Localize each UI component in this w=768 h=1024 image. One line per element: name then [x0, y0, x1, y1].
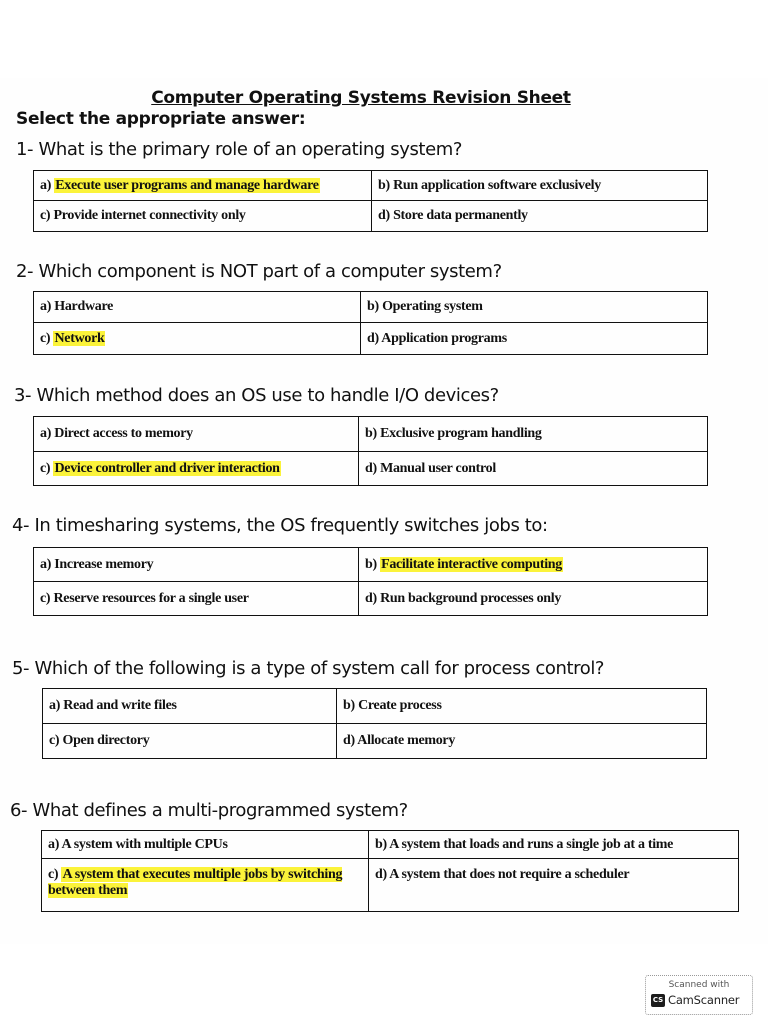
question-1: 1- What is the primary role of an operating system? — [16, 139, 463, 160]
option-a: a) Direct access to memory — [34, 417, 359, 452]
option-c: c) Provide internet connectivity only — [34, 201, 372, 232]
option-c: c) Open directory — [43, 724, 337, 759]
instruction-text: Select the appropriate answer: — [16, 109, 306, 129]
answers-table-4 — [33, 547, 708, 616]
option-a: a) Read and write files — [43, 689, 337, 724]
option-d: d) Manual user control — [359, 452, 708, 486]
sheet-title: Computer Operating Systems Revision Sheet — [151, 88, 571, 108]
answers-table-1 — [33, 170, 708, 232]
scanner-name: CamScanner — [668, 993, 740, 1007]
question-5: 5- Which of the following is a type of system call for process control? — [12, 658, 605, 679]
option-a: a) Increase memory — [34, 548, 359, 582]
scanner-caption: Scanned with — [668, 980, 730, 990]
answers-table-5 — [42, 688, 707, 759]
option-b: b) Facilitate interactive computing — [359, 548, 708, 582]
option-b: b) A system that loads and runs a single job at a time — [369, 831, 739, 859]
option-a: a) A system with multiple CPUs — [42, 831, 369, 859]
camscanner-logo-icon: CS — [651, 994, 665, 1007]
question-6: 6- What defines a multi-programmed system? — [10, 800, 408, 821]
question-4: 4- In timesharing systems, the OS frequently switches jobs to: — [12, 515, 548, 536]
option-d: d) Run background processes only — [359, 582, 708, 616]
option-d: d) Application programs — [361, 323, 708, 355]
option-b: b) Operating system — [361, 292, 708, 323]
option-b: b) Create process — [337, 689, 707, 724]
answers-table-2 — [33, 291, 708, 355]
revision-sheet — [0, 78, 768, 944]
option-c: c) Device controller and driver interaction — [34, 452, 359, 486]
option-c: c) Network — [34, 323, 361, 355]
answers-table-6 — [41, 830, 739, 912]
camscanner-watermark — [645, 975, 753, 1015]
option-d: d) Store data permanently — [372, 201, 708, 232]
question-3: 3- Which method does an OS use to handle I/O devices? — [14, 385, 499, 406]
option-c: c) Reserve resources for a single user — [34, 582, 359, 616]
option-a: a) Hardware — [34, 292, 361, 323]
option-d: d) A system that does not require a scheduler — [369, 859, 739, 912]
option-a: a) Execute user programs and manage hardware — [34, 171, 372, 201]
option-c: c) A system that executes multiple jobs by switching between them — [42, 859, 369, 912]
option-d: d) Allocate memory — [337, 724, 707, 759]
question-2: 2- Which component is NOT part of a computer system? — [16, 261, 502, 282]
answers-table-3 — [33, 416, 708, 486]
option-b: b) Run application software exclusively — [372, 171, 708, 201]
option-b: b) Exclusive program handling — [359, 417, 708, 452]
